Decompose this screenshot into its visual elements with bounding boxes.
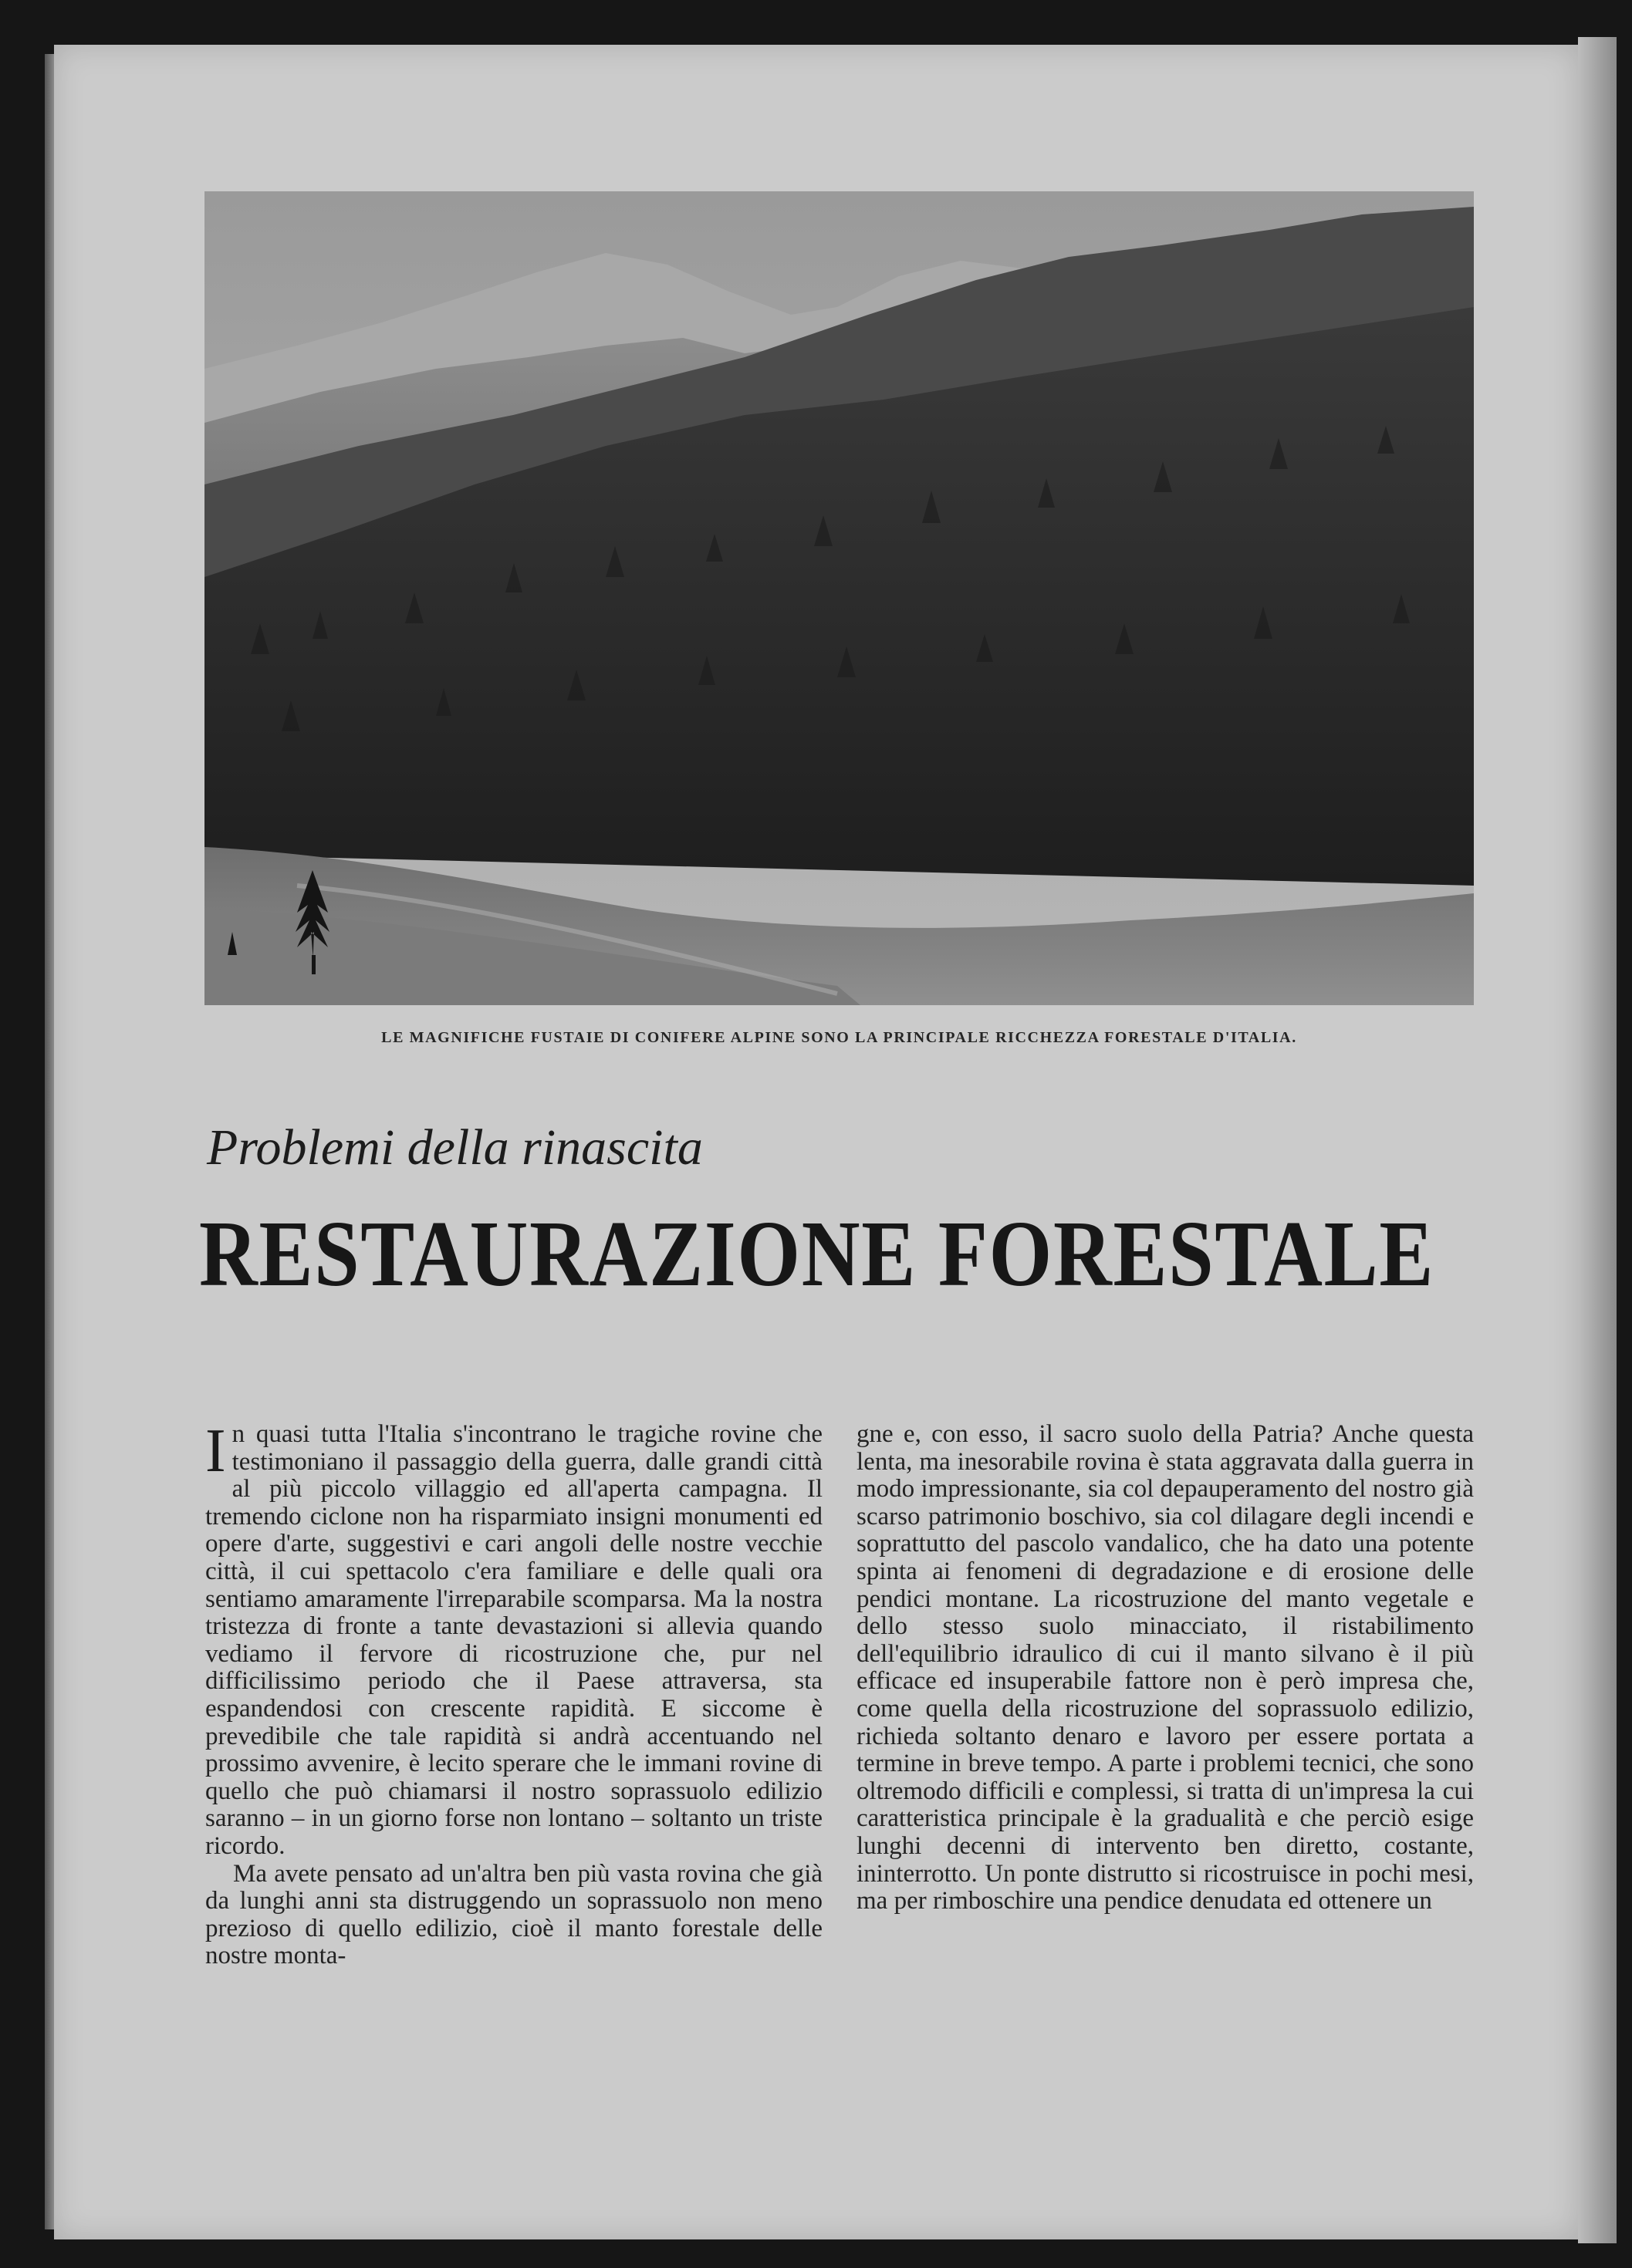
mountain-forest-photo-icon [204,191,1474,1005]
article-column-left [205,1417,823,1970]
photo-caption: LE MAGNIFICHE FUSTAIE DI CONIFERE ALPINE SONO LA PRINCIPALE RICCHEZZA FORESTALE D'ITALIA. [381,1029,1297,1046]
drop-cap: I [205,1417,226,1485]
article-headline: RESTAURAZIONE FORESTALE [199,1202,1435,1306]
paragraph-2: Ma avete pensato ad un'altra ben più vasta rovina che già da lunghi anni sta distruggendo un soprassuolo non meno prezioso di quello edilizio, cioè il manto forestale delle nostre monta- [205,1859,823,1970]
paragraph-1: n quasi tutta l'Italia s'incontrano le tragiche rovine che testimoniano il passaggio della guerra, dalle grandi città al più piccolo villaggio ed all'aperta campagna. Il tremendo ciclone non ha risparmiato insigni monumenti ed opere d'arte, suggestivi e cari angoli delle nostre vecchie città, il cui spettacolo c'era familiare e delle quali ora sentiamo amaramente l'irreparabile scomparsa. Ma la nostra tristezza di fronte a tante devastazioni si allevia quando vediamo il fervore di ricostruzione che, pur nel difficilissimo periodo che il Paese attraversa, sta espandendosi con crescente rapidità. E siccome è prevedibile che tale rapidità si andrà accentuando nel prossimo avvenire, è lecito sperare che le immani rovine di quello che può chiamarsi il nostro soprassuolo edilizio saranno – in un giorno forse non lontano – soltanto un triste ricordo. [205,1420,823,1860]
paragraph-3: gne e, con esso, il sacro suolo della Patria? Anche questa lenta, ma inesorabile rovina è stata aggravata dalla guerra in modo impressionante, sia col depauperamento del nostro già scarso patrimonio boschivo, sia col dilagare degli incendi e soprattutto del pascolo vandalico, che ha dato una potente spinta ai fenomeni di degradazione e di erosione delle pendici montane. La ricostruzione del manto vegetale e dello stesso suolo minacciato, il ristabilimento dell'equilibrio idraulico di cui il manto silvano è il più efficace ed insuperabile fattore non è però impresa che, come quella della ricostruzione del soprassuolo edilizio, richieda soltanto denaro e lavoro per essere portata a termine in breve tempo. A parte i problemi tecnici, che sono oltremodo difficili e complessi, si tratta di un'impresa la cui caratteristica principale è la gradualità e che perciò esige lunghi decenni di intervento ben diretto, costante, ininterrotto. Un ponte distrutto si ricostruisce in pochi mesi, ma per rimboschire una pendice denudata ed ottenere un [857,1420,1474,1915]
article-kicker: Problemi della rinascita [207,1119,703,1176]
next-page-edge [1578,37,1617,2243]
article-column-right [857,1421,1474,1915]
